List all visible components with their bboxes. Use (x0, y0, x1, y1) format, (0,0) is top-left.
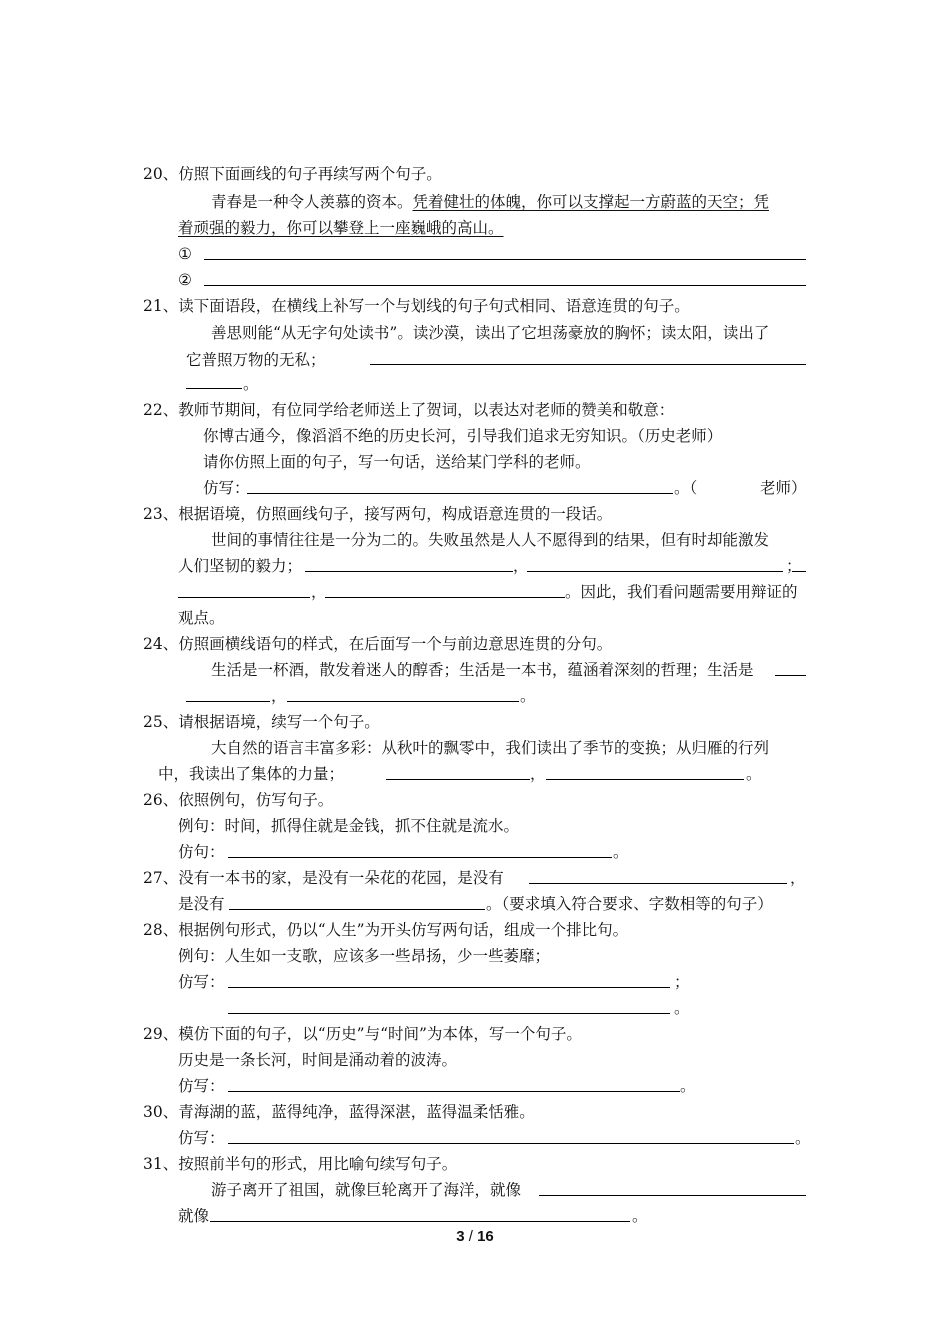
q25-answer-line-1[interactable] (386, 779, 530, 780)
q23-comma-2: ， (311, 583, 327, 601)
q23-answer-line-1[interactable] (305, 571, 513, 572)
page-number (0, 1228, 950, 1245)
q28-semicolon: ； (674, 973, 690, 991)
q20-underlined-sentence-cont: 着顽强的毅力，你可以攀登上一座巍峨的高山。 (178, 219, 504, 237)
q27-answer-line-1[interactable] (529, 883, 787, 884)
q20-text-a: 青春是一种令人羡慕的资本。 (211, 193, 413, 211)
total-pages: 16 (477, 1228, 494, 1245)
q23-line-1: 世间的事情往往是一分为二的。失败虽然是人人不愿得到的结果，但有时却能激发 (211, 531, 770, 549)
q22-example: 你博古通今，像滔滔不绝的历史长河，引导我们追求无穷知识。（历史老师） (203, 427, 723, 445)
q30-prefix: 仿写： (178, 1129, 225, 1147)
q22-mid: 。（ (674, 479, 698, 497)
question-28-title: 28、根据例句形式，仍以“人生”为开头仿写两句话，组成一个排比句。 (143, 921, 629, 939)
q27-line-2-end: 。（要求填入符合要求、字数相等的句子） (486, 895, 773, 913)
q20-mark-1: ① (178, 245, 192, 263)
q29-prefix: 仿写： (178, 1077, 225, 1095)
question-27-line-1: 27、没有一本书的家，是没有一朵花的花园，是没有 (143, 869, 504, 887)
q29-example: 历史是一条长河，时间是涌动着的波涛。 (178, 1051, 458, 1069)
q22-answer-line[interactable] (247, 493, 673, 494)
q24-answer-line-1b[interactable] (186, 701, 270, 702)
q28-answer-line-1[interactable] (228, 987, 670, 988)
q26-answer-line[interactable] (228, 857, 612, 858)
q29-answer-line[interactable] (228, 1091, 680, 1092)
q25-answer-line-2[interactable] (546, 779, 744, 780)
question-29-title: 29、模仿下面的句子，以“历史”与“时间”为本体，写一个句子。 (143, 1025, 582, 1043)
q20-answer-line-1[interactable] (204, 259, 806, 260)
q21-answer-line-1[interactable] (370, 364, 806, 365)
question-22-title: 22、教师节期间，有位同学给老师送上了贺词，以表达对老师的赞美和敬意： (143, 401, 675, 419)
q24-line-1: 生活是一杯酒，散发着迷人的醇香；生活是一本书，蕴涵着深刻的哲理；生活是 (211, 661, 754, 679)
q22-suffix: 老师） (760, 479, 807, 497)
q28-answer-line-2[interactable] (228, 1013, 670, 1014)
q31-end: 。 (632, 1207, 648, 1225)
q30-answer-line[interactable] (228, 1143, 794, 1144)
q23-comma-1: ， (513, 557, 529, 575)
q25-comma: ， (530, 765, 546, 783)
q30-end: 。 (795, 1129, 811, 1147)
q21-line-2: 它普照万物的无私； (186, 351, 326, 369)
q23-answer-line-3b[interactable] (178, 597, 310, 598)
q24-answer-line-1a[interactable] (775, 675, 806, 676)
question-23-title: 23、根据语境，仿照画线句子，接写两句，构成语意连贯的一段话。 (143, 505, 613, 523)
q31-line-1: 游子离开了祖国，就像巨轮离开了海洋，就像 (211, 1181, 522, 1199)
q26-example: 例句：时间，抓得住就是金钱，抓不住就是流水。 (178, 817, 520, 835)
question-26-title: 26、依照例句，仿写句子。 (143, 791, 334, 809)
q27-line-2-prefix: 是没有 (178, 895, 225, 913)
q27-answer-line-2[interactable] (229, 909, 485, 910)
q28-prefix: 仿写： (178, 973, 225, 991)
q20-answer-line-2[interactable] (204, 285, 806, 286)
q27-comma: ， (790, 869, 806, 887)
q25-line-2-prefix: 中，我读出了集体的力量； (158, 765, 345, 783)
question-21-title: 21、读下面语段，在横线上补写一个与划线的句子句式相同、语意连贯的句子。 (143, 297, 690, 315)
q31-line-2-prefix: 就像 (178, 1207, 210, 1225)
q21-end: 。 (243, 375, 259, 393)
q24-comma: ， (271, 687, 287, 705)
q29-end: 。 (680, 1077, 696, 1095)
q23-semicolon: ； (786, 557, 802, 575)
q23-line-3-end: 。因此，我们看问题需要用辩证的 (565, 583, 798, 601)
q20-mark-2: ② (178, 271, 192, 289)
q22-instruction: 请你仿照上面的句子，写一句话，送给某门学科的老师。 (203, 453, 591, 471)
q22-prefix: 仿写： (203, 479, 250, 497)
q23-answer-line-2[interactable] (527, 571, 783, 572)
question-24-title: 24、仿照画横线语句的样式，在后面写一个与前边意思连贯的分句。 (143, 635, 613, 653)
q20-underlined-sentence: 凭着健壮的体魄，你可以支撑起一方蔚蓝的天空；凭 (412, 193, 770, 211)
q21-line-1: 善思则能“从无字句处读书”。读沙漠，读出了它坦荡豪放的胸怀；读太阳，读出了 (211, 324, 770, 342)
question-31-title: 31、按照前半句的形式，用比喻句续写句子。 (143, 1155, 458, 1173)
q25-end: 。 (746, 765, 762, 783)
q23-answer-line-4[interactable] (325, 597, 565, 598)
q23-line-4: 观点。 (178, 609, 225, 627)
q24-answer-line-2[interactable] (287, 701, 519, 702)
question-30-title: 30、青海湖的蓝，蓝得纯净，蓝得深湛，蓝得温柔恬雅。 (143, 1103, 535, 1121)
q25-line-1: 大自然的语言丰富多彩：从秋叶的飘零中，我们读出了季节的变换；从归雁的行列 (211, 739, 770, 757)
q26-end: 。 (613, 843, 629, 861)
q24-end: 。 (520, 687, 536, 705)
question-25-title: 25、请根据语境，续写一个句子。 (143, 713, 380, 731)
current-page: 3 (456, 1228, 465, 1245)
q23-answer-line-3a[interactable] (792, 571, 806, 572)
q28-end: 。 (674, 999, 690, 1017)
q21-answer-line-2[interactable] (186, 388, 242, 389)
q31-answer-line-2[interactable] (210, 1221, 630, 1222)
q31-answer-line-1[interactable] (539, 1195, 806, 1196)
q28-example: 例句：人生如一支歌，应该多一些昂扬，少一些萎靡； (178, 947, 551, 965)
question-20-text (211, 192, 769, 212)
page-separator: / (464, 1228, 478, 1245)
q23-line-2-prefix: 人们坚韧的毅力； (178, 557, 303, 575)
q26-prefix: 仿句： (178, 843, 225, 861)
question-20-title: 20、仿照下面画线的句子再续写两个句子。 (143, 165, 442, 183)
